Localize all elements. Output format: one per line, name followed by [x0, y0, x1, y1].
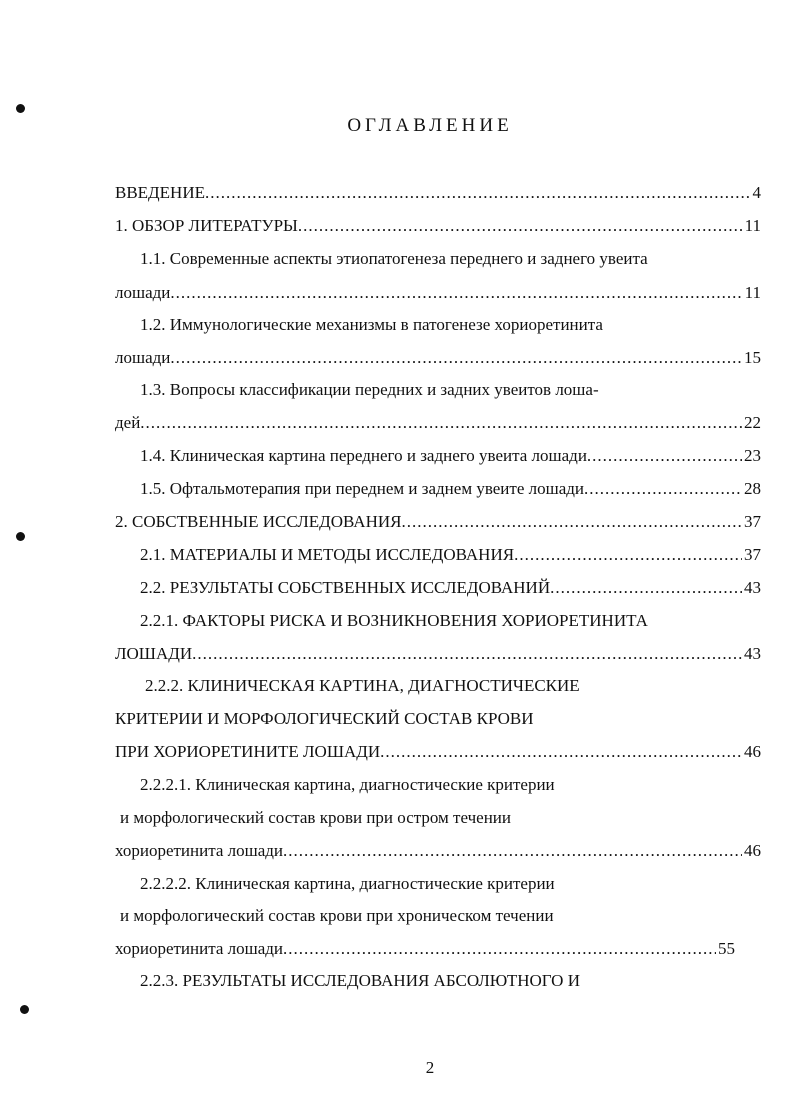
toc-entry-2-2-2-line1: 2.2.2. КЛИНИЧЕСКАЯ КАРТИНА, ДИАГНОСТИЧЕСКИЕ	[145, 676, 580, 695]
toc-entry-page: 46	[744, 742, 761, 761]
toc-leader-dots	[140, 413, 742, 433]
toc-entry-2-2-2-2-line1: 2.2.2.2. Клиническая картина, диагностические критерии	[140, 874, 555, 893]
toc-entry-page: 37	[744, 545, 761, 564]
toc-entry-page: 43	[744, 578, 761, 597]
toc-entry-text: 1.5. Офтальмотерапия при переднем и заднем увеите лошади	[140, 479, 584, 498]
toc-leader-dots	[514, 545, 742, 565]
toc-entry-text: 2.1. МАТЕРИАЛЫ И МЕТОДЫ ИССЛЕДОВАНИЯ	[140, 545, 515, 564]
toc-entry-text: хориоретинита лошади	[115, 841, 284, 860]
toc-leader-dots	[587, 446, 742, 466]
toc-entry-page: 37	[744, 512, 761, 531]
toc-entry-page: 46	[744, 841, 761, 860]
toc-entry-intro	[115, 183, 761, 203]
toc-entry-2-1	[140, 545, 761, 565]
toc-entry-page: 11	[744, 283, 761, 302]
toc-leader-dots	[298, 216, 743, 236]
toc-entry-2-2-3-line1: 2.2.3. РЕЗУЛЬТАТЫ ИССЛЕДОВАНИЯ АБСОЛЮТНОГО И	[140, 971, 580, 990]
toc-entry-page: 28	[744, 479, 761, 498]
toc-entry-text: лошади	[115, 283, 171, 302]
toc-entry-1	[115, 216, 761, 236]
toc-entry-2-2-2-1	[115, 841, 761, 861]
toc-leader-dots	[283, 841, 742, 861]
toc-leader-dots	[192, 644, 742, 664]
toc-entry-2-2-1-line1: 2.2.1. ФАКТОРЫ РИСКА И ВОЗНИКНОВЕНИЯ ХОРИОРЕТИНИТА	[140, 611, 648, 630]
toc-entry-2-2-2	[115, 742, 761, 762]
toc-entry-1-1-line1: 1.1. Современные аспекты этиопатогенеза переднего и заднего увеита	[140, 249, 648, 268]
toc-entry-page: 43	[744, 644, 761, 663]
toc-entry-page: 22	[744, 413, 761, 432]
toc-entry-2	[115, 512, 761, 532]
toc-entry-2-2-2-line2: КРИТЕРИИ И МОРФОЛОГИЧЕСКИЙ СОСТАВ КРОВИ	[115, 709, 534, 728]
toc-entry-text: ПРИ ХОРИОРЕТИНИТЕ ЛОШАДИ	[115, 742, 381, 761]
toc-leader-dots	[170, 348, 742, 368]
toc-entry-1-2-line1: 1.2. Иммунологические механизмы в патогенезе хориоретинита	[140, 315, 603, 334]
toc-entry-2-2-2-2-line2: и морфологический состав крови при хроническом течении	[120, 906, 554, 925]
toc-entry-2-2	[140, 578, 761, 598]
toc-entry-text: лошади	[115, 348, 171, 367]
toc-entry-1-3-line1: 1.3. Вопросы классификации передних и задних увеитов лоша-	[140, 380, 599, 399]
toc-entry-text: дей	[115, 413, 141, 432]
page-title: ОГЛАВЛЕНИЕ	[347, 115, 513, 136]
toc-entry-text: 1.4. Клиническая картина переднего и заднего увеита лошади	[140, 446, 587, 465]
punch-hole-mark-middle	[16, 532, 25, 541]
toc-entry-page: 4	[752, 183, 761, 202]
toc-entry-2-2-1	[115, 644, 761, 664]
toc-entry-text: 1. ОБЗОР ЛИТЕРАТУРЫ	[115, 216, 298, 235]
toc-leader-dots	[550, 578, 742, 598]
toc-entry-text: ЛОШАДИ	[115, 644, 193, 663]
toc-leader-dots	[380, 742, 742, 762]
toc-entry-text: ВВЕДЕНИЕ	[115, 183, 205, 202]
toc-leader-dots	[401, 512, 742, 532]
toc-entry-page: 15	[744, 348, 761, 367]
toc-entry-page: 11	[744, 216, 761, 235]
toc-leader-dots	[584, 479, 742, 499]
toc-entry-1-1	[115, 283, 761, 303]
toc-entry-text: 2.2. РЕЗУЛЬТАТЫ СОБСТВЕННЫХ ИССЛЕДОВАНИЙ	[140, 578, 551, 597]
toc-entry-2-2-2-2	[115, 939, 735, 959]
toc-entry-2-2-2-1-line2: и морфологический состав крови при остром течении	[120, 808, 511, 827]
toc-entry-page: 23	[744, 446, 761, 465]
toc-leader-dots	[283, 939, 716, 959]
toc-entry-1-2	[115, 348, 761, 368]
toc-entry-page: 55	[718, 939, 735, 958]
punch-hole-mark-bottom	[20, 1005, 29, 1014]
toc-entry-1-4	[140, 446, 761, 466]
toc-entry-2-2-2-1-line1: 2.2.2.1. Клиническая картина, диагностические критерии	[140, 775, 555, 794]
toc-leader-dots	[205, 183, 751, 203]
toc-leader-dots	[170, 283, 742, 303]
punch-hole-mark-top	[16, 104, 25, 113]
toc-entry-1-3	[115, 413, 761, 433]
toc-entry-text: хориоретинита лошади	[115, 939, 284, 958]
page-number: 2	[425, 1058, 435, 1077]
toc-entry-1-5	[140, 479, 761, 499]
toc-entry-text: 2. СОБСТВЕННЫЕ ИССЛЕДОВАНИЯ	[115, 512, 402, 531]
